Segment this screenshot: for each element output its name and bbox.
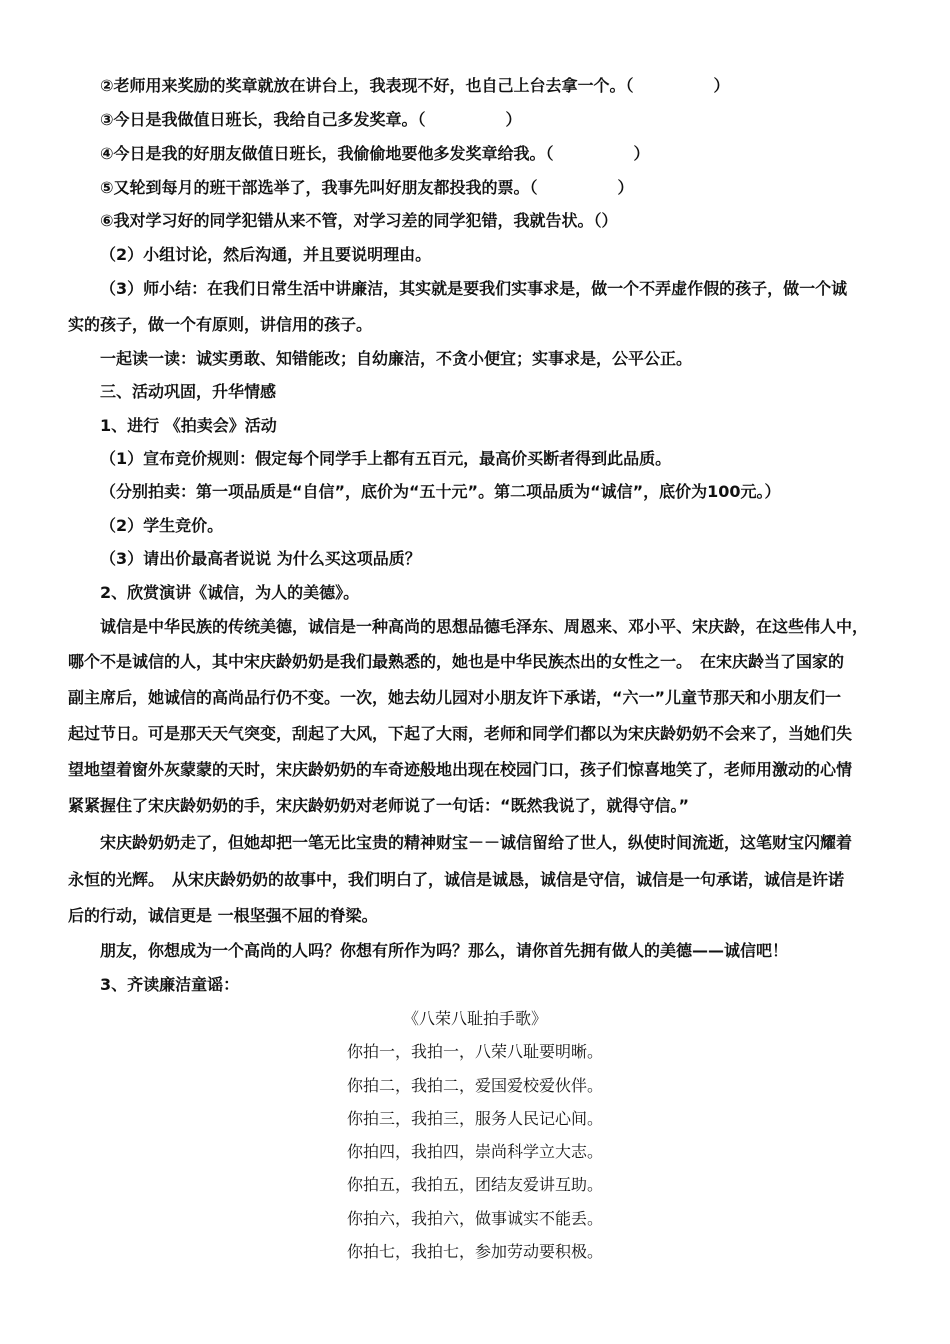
speech-paragraph-1-line-4: 起过节日。可是那天天气突变，刮起了大风，下起了大雨，老师和同学们都以为宋庆龄奶奶不会来了，当她们失 [68, 724, 853, 743]
step-discussion: （2）小组讨论，然后沟通，并且要说明理由。 [100, 245, 432, 264]
auction-rules: （1）宣布竞价规则：假定每个同学手上都有五百元，最高价买断者得到此品质。 [100, 449, 672, 468]
song-verse-7: 你拍七，我拍七，参加劳动要积极。 [346, 1242, 603, 1261]
speech-paragraph-2-line-2: 永恒的光辉。 从宋庆龄奶奶的故事中，我们明白了，诚信是诚恳，诚信是守信，诚信是一句承诺，诚信是许诺 [68, 870, 845, 889]
song-verse-1: 你拍一，我拍一，八荣八耻要明晰。 [346, 1042, 603, 1061]
song-verse-3: 你拍三，我拍三，服务人民记心间。 [346, 1109, 603, 1128]
song-title: 《八荣八耻拍手歌》 [402, 1009, 547, 1028]
song-verse-5: 你拍五，我拍五，团结友爱讲互助。 [346, 1175, 603, 1194]
speech-paragraph-2-line-3: 后的行动，诚信更是 一根坚强不屈的脊梁。 [68, 906, 378, 925]
teacher-summary-line-1: （3）师小结：在我们日常生活中讲廉洁，其实就是要我们实事求是，做一个不弄虚作假的孩子，做一个诚 [100, 279, 848, 298]
student-bidding: （2）学生竞价。 [100, 516, 224, 535]
answer-line-3: ③今日是我做值日班长，我给自己多发奖章。（ ） [100, 110, 522, 129]
speech-paragraph-1-line-1: 诚信是中华民族的传统美德，诚信是一种高尚的思想品德毛泽东、周恩来、邓小平、宋庆龄，在这些伟人中， [100, 617, 869, 636]
answer-line-4: ④今日是我的好朋友做值日班长，我偷偷地要他多发奖章给我。（ ） [100, 144, 650, 163]
speech-paragraph-2-line-1: 宋庆龄奶奶走了，但她却把一笔无比宝贵的精神财宝－－诚信留给了世人，纵使时间流逝，这笔财宝闪耀着 [100, 833, 853, 852]
activity-auction: 1、进行 《拍卖会》活动 [100, 416, 277, 435]
answer-line-6: ⑥我对学习好的同学犯错从来不管，对学习差的同学犯错，我就告状。（） [100, 211, 618, 230]
speech-paragraph-1-line-3: 副主席后，她诚信的高尚品行仍不变。一次，她去幼儿园对小朋友许下承诺，“六一”儿童节那天和小朋友们一 [68, 688, 842, 707]
song-verse-6: 你拍六，我拍六，做事诚实不能丢。 [346, 1209, 603, 1228]
speech-paragraph-3: 朋友，你想成为一个高尚的人吗？你想有所作为吗？那么，请你首先拥有做人的美德——诚信吧！ [100, 941, 789, 960]
song-verse-4: 你拍四，我拍四，崇尚科学立大志。 [346, 1142, 603, 1161]
nursery-rhyme-heading: 3、齐读廉洁童谣： [100, 975, 240, 994]
auction-items: （分别拍卖：第一项品质是“自信”，底价为“五十元”。第二项品质为“诚信”，底价为100元。） [100, 482, 781, 501]
speech-paragraph-1-line-2: 哪个不是诚信的人，其中宋庆龄奶奶是我们最熟悉的，她也是中华民族杰出的女性之一。 在宋庆龄当了国家的 [68, 652, 845, 671]
section-heading-3: 三、活动巩固，升华情感 [100, 382, 277, 401]
answer-line-5: ⑤又轮到每月的班干部选举了，我事先叫好朋友都投我的票。（ ） [100, 178, 634, 197]
speech-heading: 2、欣赏演讲《诚信，为人的美德》。 [100, 583, 360, 602]
read-together: 一起读一读：诚实勇敢、知错能改；自幼廉洁，不贪小便宜；实事求是，公平公正。 [100, 349, 693, 368]
teacher-summary-line-2: 实的孩子，做一个有原则，讲信用的孩子。 [68, 315, 373, 334]
speech-paragraph-1-line-5: 望地望着窗外灰蒙蒙的天时，宋庆龄奶奶的车奇迹般地出现在校园门口，孩子们惊喜地笑了，老师用激动的心情 [68, 760, 853, 779]
answer-line-2: ②老师用来奖励的奖章就放在讲台上，我表现不好，也自己上台去拿一个。（ ） [100, 76, 730, 95]
highest-bidder-question: （3）请出价最高者说说 为什么买这项品质？ [100, 549, 421, 568]
song-verse-2: 你拍二，我拍二，爱国爱校爱伙伴。 [346, 1076, 603, 1095]
speech-paragraph-1-line-6: 紧紧握住了宋庆龄奶奶的手，宋庆龄奶奶对老师说了一句话：“既然我说了，就得守信。” [68, 796, 690, 815]
